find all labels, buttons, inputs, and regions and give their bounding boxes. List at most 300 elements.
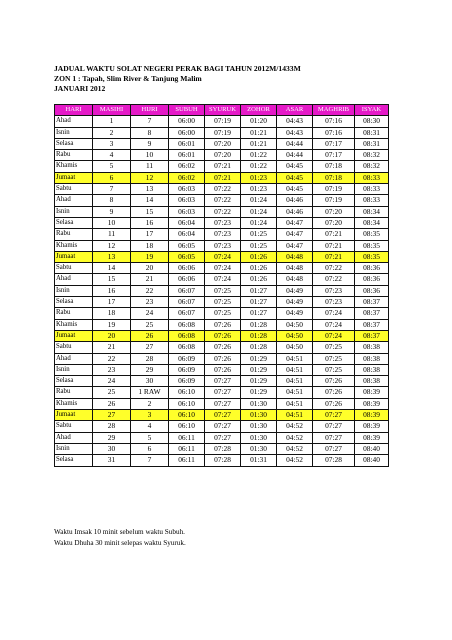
cell-syuruk: 07:23 (205, 217, 241, 228)
cell-isyak: 08:40 (355, 443, 389, 454)
cell-hijri: 7 (131, 116, 169, 127)
cell-maghrib: 07:20 (313, 217, 355, 228)
cell-asar: 04:52 (277, 455, 313, 466)
cell-zohor: 01:28 (241, 342, 277, 353)
table-row (55, 398, 389, 409)
cell-subuh: 06:10 (169, 387, 205, 398)
cell-hari: Isnin (55, 285, 93, 296)
cell-syuruk: 07:26 (205, 330, 241, 341)
cell-isyak: 08:38 (355, 353, 389, 364)
cell-masihi: 11 (93, 229, 131, 240)
table-row (55, 195, 389, 206)
cell-hijri: 29 (131, 364, 169, 375)
cell-hijri: 12 (131, 172, 169, 183)
cell-asar: 04:49 (277, 308, 313, 319)
cell-subuh: 06:06 (169, 263, 205, 274)
cell-isyak: 08:31 (355, 138, 389, 149)
cell-hijri: 25 (131, 319, 169, 330)
cell-isyak: 08:32 (355, 161, 389, 172)
cell-subuh: 06:08 (169, 319, 205, 330)
cell-hari: Jumaat (55, 410, 93, 421)
cell-hijri: 14 (131, 195, 169, 206)
cell-isyak: 08:33 (355, 184, 389, 195)
cell-zohor: 01:30 (241, 398, 277, 409)
cell-zohor: 01:31 (241, 455, 277, 466)
cell-isyak: 08:40 (355, 455, 389, 466)
cell-hijri: 17 (131, 229, 169, 240)
cell-hari: Sabtu (55, 263, 93, 274)
table-body (55, 116, 389, 466)
cell-hari: Isnin (55, 443, 93, 454)
cell-masihi: 22 (93, 353, 131, 364)
cell-syuruk: 07:22 (205, 195, 241, 206)
column-header-masihi: MASIHI (93, 105, 131, 116)
table-row (55, 297, 389, 308)
cell-masihi: 7 (93, 184, 131, 195)
cell-syuruk: 07:23 (205, 240, 241, 251)
cell-asar: 04:51 (277, 353, 313, 364)
cell-maghrib: 07:25 (313, 364, 355, 375)
imsak-note: Waktu Imsak 10 minit sebelum waktu Subuh. (54, 528, 185, 536)
cell-maghrib: 07:24 (313, 308, 355, 319)
cell-hari: Rabu (55, 387, 93, 398)
cell-subuh: 06:10 (169, 421, 205, 432)
cell-subuh: 06:08 (169, 330, 205, 341)
cell-isyak: 08:30 (355, 116, 389, 127)
cell-subuh: 06:11 (169, 455, 205, 466)
table-row (55, 432, 389, 443)
cell-hari: Selasa (55, 297, 93, 308)
cell-zohor: 01:25 (241, 240, 277, 251)
cell-maghrib: 07:23 (313, 285, 355, 296)
cell-syuruk: 07:27 (205, 376, 241, 387)
cell-asar: 04:43 (277, 127, 313, 138)
table-row (55, 229, 389, 240)
cell-zohor: 01:23 (241, 184, 277, 195)
cell-masihi: 6 (93, 172, 131, 183)
cell-subuh: 06:03 (169, 184, 205, 195)
cell-hijri: 19 (131, 251, 169, 262)
cell-asar: 04:50 (277, 330, 313, 341)
table-row (55, 330, 389, 341)
table-row (55, 251, 389, 262)
cell-asar: 04:50 (277, 342, 313, 353)
cell-hari: Khamis (55, 240, 93, 251)
cell-maghrib: 07:22 (313, 274, 355, 285)
cell-zohor: 01:25 (241, 229, 277, 240)
cell-zohor: 01:29 (241, 364, 277, 375)
cell-subuh: 06:10 (169, 410, 205, 421)
cell-asar: 04:48 (277, 274, 313, 285)
cell-zohor: 01:29 (241, 353, 277, 364)
cell-hari: Ahad (55, 195, 93, 206)
cell-isyak: 08:39 (355, 387, 389, 398)
cell-asar: 04:49 (277, 297, 313, 308)
cell-maghrib: 07:19 (313, 195, 355, 206)
cell-maghrib: 07:18 (313, 161, 355, 172)
cell-asar: 04:48 (277, 251, 313, 262)
document-header (54, 64, 301, 94)
cell-subuh: 06:06 (169, 274, 205, 285)
cell-syuruk: 07:21 (205, 161, 241, 172)
cell-isyak: 08:39 (355, 432, 389, 443)
cell-maghrib: 07:18 (313, 172, 355, 183)
cell-isyak: 08:36 (355, 274, 389, 285)
cell-hari: Khamis (55, 319, 93, 330)
cell-zohor: 01:29 (241, 376, 277, 387)
cell-masihi: 28 (93, 421, 131, 432)
cell-masihi: 25 (93, 387, 131, 398)
cell-zohor: 01:30 (241, 432, 277, 443)
column-header-syuruk: SYURUK (205, 105, 241, 116)
cell-zohor: 01:27 (241, 297, 277, 308)
cell-zohor: 01:23 (241, 172, 277, 183)
cell-syuruk: 07:27 (205, 421, 241, 432)
cell-zohor: 01:28 (241, 330, 277, 341)
cell-masihi: 13 (93, 251, 131, 262)
cell-isyak: 08:37 (355, 319, 389, 330)
cell-hijri: 8 (131, 127, 169, 138)
column-header-zohor: ZOHOR (241, 105, 277, 116)
cell-subuh: 06:02 (169, 172, 205, 183)
cell-hari: Selasa (55, 455, 93, 466)
cell-zohor: 01:26 (241, 274, 277, 285)
cell-syuruk: 07:26 (205, 342, 241, 353)
cell-zohor: 01:27 (241, 308, 277, 319)
table-row (55, 161, 389, 172)
month-label: JANUARI 2012 (54, 84, 106, 93)
cell-masihi: 20 (93, 330, 131, 341)
table-row (55, 240, 389, 251)
cell-zohor: 01:30 (241, 443, 277, 454)
table-row (55, 274, 389, 285)
cell-isyak: 08:39 (355, 410, 389, 421)
cell-masihi: 14 (93, 263, 131, 274)
cell-syuruk: 07:24 (205, 251, 241, 262)
cell-hari: Ahad (55, 432, 93, 443)
table-row (55, 455, 389, 466)
cell-subuh: 06:01 (169, 150, 205, 161)
cell-syuruk: 07:27 (205, 432, 241, 443)
cell-masihi: 19 (93, 319, 131, 330)
cell-hari: Isnin (55, 127, 93, 138)
cell-maghrib: 07:23 (313, 297, 355, 308)
cell-masihi: 1 (93, 116, 131, 127)
cell-masihi: 29 (93, 432, 131, 443)
cell-subuh: 06:09 (169, 376, 205, 387)
cell-subuh: 06:02 (169, 161, 205, 172)
cell-subuh: 06:10 (169, 398, 205, 409)
table-row (55, 410, 389, 421)
cell-syuruk: 07:27 (205, 410, 241, 421)
cell-hijri: 15 (131, 206, 169, 217)
cell-zohor: 01:22 (241, 161, 277, 172)
cell-subuh: 06:11 (169, 432, 205, 443)
cell-maghrib: 07:16 (313, 127, 355, 138)
table-row (55, 376, 389, 387)
table-row (55, 263, 389, 274)
cell-subuh: 06:09 (169, 364, 205, 375)
cell-isyak: 08:39 (355, 398, 389, 409)
cell-syuruk: 07:20 (205, 138, 241, 149)
cell-hijri: 30 (131, 376, 169, 387)
cell-isyak: 08:36 (355, 285, 389, 296)
cell-hijri: 3 (131, 410, 169, 421)
cell-zohor: 01:21 (241, 127, 277, 138)
cell-masihi: 27 (93, 410, 131, 421)
cell-hijri: 18 (131, 240, 169, 251)
cell-zohor: 01:24 (241, 195, 277, 206)
table-row (55, 138, 389, 149)
cell-hari: Ahad (55, 116, 93, 127)
cell-asar: 04:51 (277, 364, 313, 375)
table-row (55, 217, 389, 228)
cell-hijri: 13 (131, 184, 169, 195)
cell-masihi: 18 (93, 308, 131, 319)
cell-subuh: 06:08 (169, 342, 205, 353)
cell-zohor: 01:29 (241, 387, 277, 398)
zone-label: ZON 1 : Tapah, Slim River & Tanjung Malim (54, 74, 202, 83)
cell-asar: 04:51 (277, 387, 313, 398)
cell-asar: 04:44 (277, 150, 313, 161)
cell-syuruk: 07:28 (205, 455, 241, 466)
table-row (55, 319, 389, 330)
cell-syuruk: 07:19 (205, 116, 241, 127)
table-row (55, 184, 389, 195)
cell-zohor: 01:26 (241, 263, 277, 274)
cell-isyak: 08:38 (355, 342, 389, 353)
cell-hari: Isnin (55, 364, 93, 375)
cell-hari: Selasa (55, 217, 93, 228)
cell-syuruk: 07:25 (205, 285, 241, 296)
cell-hari: Sabtu (55, 421, 93, 432)
column-header-subuh: SUBUH (169, 105, 205, 116)
cell-zohor: 01:24 (241, 206, 277, 217)
cell-hari: Ahad (55, 274, 93, 285)
cell-isyak: 08:37 (355, 308, 389, 319)
cell-hijri: 10 (131, 150, 169, 161)
cell-syuruk: 07:20 (205, 150, 241, 161)
cell-masihi: 16 (93, 285, 131, 296)
cell-asar: 04:48 (277, 263, 313, 274)
cell-hijri: 5 (131, 432, 169, 443)
cell-asar: 04:45 (277, 184, 313, 195)
cell-hijri: 4 (131, 421, 169, 432)
cell-hari: Jumaat (55, 251, 93, 262)
cell-syuruk: 07:25 (205, 297, 241, 308)
cell-subuh: 06:11 (169, 443, 205, 454)
cell-maghrib: 07:28 (313, 455, 355, 466)
cell-syuruk: 07:23 (205, 229, 241, 240)
cell-isyak: 08:31 (355, 127, 389, 138)
cell-maghrib: 07:27 (313, 432, 355, 443)
cell-masihi: 9 (93, 206, 131, 217)
cell-isyak: 08:36 (355, 263, 389, 274)
table-row (55, 308, 389, 319)
cell-subuh: 06:07 (169, 297, 205, 308)
cell-syuruk: 07:27 (205, 398, 241, 409)
cell-masihi: 21 (93, 342, 131, 353)
cell-hijri: 11 (131, 161, 169, 172)
column-header-hari: HARI (55, 105, 93, 116)
document-title: JADUAL WAKTU SOLAT NEGERI PERAK BAGI TAHUN 2012M/1433M (54, 64, 301, 73)
cell-hari: Ahad (55, 353, 93, 364)
cell-hari: Selasa (55, 376, 93, 387)
cell-masihi: 4 (93, 150, 131, 161)
cell-masihi: 2 (93, 127, 131, 138)
cell-hijri: 24 (131, 308, 169, 319)
cell-asar: 04:45 (277, 161, 313, 172)
table-row (55, 353, 389, 364)
cell-masihi: 31 (93, 455, 131, 466)
table-header-row (55, 105, 389, 116)
column-header-hijri: HIJRI (131, 105, 169, 116)
table-row (55, 116, 389, 127)
cell-asar: 04:50 (277, 319, 313, 330)
cell-hari: Khamis (55, 398, 93, 409)
cell-hijri: 7 (131, 455, 169, 466)
cell-hijri: 1 RAW (131, 387, 169, 398)
cell-syuruk: 07:28 (205, 443, 241, 454)
cell-asar: 04:43 (277, 116, 313, 127)
cell-isyak: 08:35 (355, 240, 389, 251)
cell-syuruk: 07:27 (205, 387, 241, 398)
cell-maghrib: 07:26 (313, 376, 355, 387)
cell-hijri: 26 (131, 330, 169, 341)
cell-subuh: 06:07 (169, 308, 205, 319)
cell-hari: Isnin (55, 206, 93, 217)
cell-asar: 04:51 (277, 398, 313, 409)
cell-subuh: 06:07 (169, 285, 205, 296)
cell-masihi: 12 (93, 240, 131, 251)
cell-zohor: 01:21 (241, 138, 277, 149)
cell-asar: 04:47 (277, 240, 313, 251)
cell-maghrib: 07:26 (313, 398, 355, 409)
cell-isyak: 08:34 (355, 206, 389, 217)
cell-masihi: 24 (93, 376, 131, 387)
cell-isyak: 08:37 (355, 330, 389, 341)
cell-hari: Sabtu (55, 184, 93, 195)
table-row (55, 421, 389, 432)
cell-asar: 04:44 (277, 138, 313, 149)
cell-zohor: 01:20 (241, 116, 277, 127)
cell-masihi: 5 (93, 161, 131, 172)
cell-subuh: 06:03 (169, 195, 205, 206)
cell-masihi: 17 (93, 297, 131, 308)
cell-masihi: 26 (93, 398, 131, 409)
table-row (55, 443, 389, 454)
cell-asar: 04:51 (277, 376, 313, 387)
cell-asar: 04:49 (277, 285, 313, 296)
cell-maghrib: 07:27 (313, 410, 355, 421)
table-row (55, 172, 389, 183)
cell-asar: 04:46 (277, 195, 313, 206)
cell-maghrib: 07:19 (313, 184, 355, 195)
cell-masihi: 10 (93, 217, 131, 228)
cell-isyak: 08:34 (355, 217, 389, 228)
table-row (55, 206, 389, 217)
cell-masihi: 23 (93, 364, 131, 375)
cell-hijri: 16 (131, 217, 169, 228)
cell-subuh: 06:00 (169, 127, 205, 138)
notes (54, 527, 186, 549)
cell-subuh: 06:09 (169, 353, 205, 364)
cell-hari: Selasa (55, 138, 93, 149)
cell-asar: 04:45 (277, 172, 313, 183)
cell-subuh: 06:01 (169, 138, 205, 149)
cell-maghrib: 07:25 (313, 342, 355, 353)
cell-isyak: 08:35 (355, 251, 389, 262)
cell-zohor: 01:26 (241, 251, 277, 262)
cell-subuh: 06:04 (169, 229, 205, 240)
column-header-isyak: ISYAK (355, 105, 389, 116)
cell-zohor: 01:30 (241, 421, 277, 432)
cell-masihi: 15 (93, 274, 131, 285)
cell-asar: 04:51 (277, 410, 313, 421)
cell-zohor: 01:27 (241, 285, 277, 296)
cell-asar: 04:52 (277, 432, 313, 443)
cell-maghrib: 07:21 (313, 229, 355, 240)
cell-hari: Sabtu (55, 342, 93, 353)
cell-hari: Jumaat (55, 172, 93, 183)
cell-zohor: 01:24 (241, 217, 277, 228)
cell-subuh: 06:05 (169, 251, 205, 262)
cell-syuruk: 07:26 (205, 319, 241, 330)
cell-subuh: 06:05 (169, 240, 205, 251)
cell-hijri: 9 (131, 138, 169, 149)
cell-maghrib: 07:27 (313, 421, 355, 432)
cell-asar: 04:47 (277, 217, 313, 228)
cell-hijri: 20 (131, 263, 169, 274)
cell-maghrib: 07:27 (313, 443, 355, 454)
cell-isyak: 08:37 (355, 297, 389, 308)
dhuha-note: Waktu Dhuha 30 minit selepas waktu Syuruk. (54, 539, 186, 547)
cell-hijri: 6 (131, 443, 169, 454)
table-row (55, 127, 389, 138)
cell-subuh: 06:04 (169, 217, 205, 228)
cell-asar: 04:47 (277, 229, 313, 240)
cell-maghrib: 07:24 (313, 330, 355, 341)
cell-syuruk: 07:26 (205, 364, 241, 375)
cell-asar: 04:52 (277, 443, 313, 454)
cell-masihi: 3 (93, 138, 131, 149)
cell-maghrib: 07:25 (313, 353, 355, 364)
cell-hari: Jumaat (55, 330, 93, 341)
cell-hijri: 28 (131, 353, 169, 364)
cell-isyak: 08:38 (355, 364, 389, 375)
cell-hijri: 22 (131, 285, 169, 296)
cell-isyak: 08:33 (355, 195, 389, 206)
cell-hari: Rabu (55, 308, 93, 319)
column-header-maghrib: MAGHRIB (313, 105, 355, 116)
cell-maghrib: 07:20 (313, 206, 355, 217)
table-row (55, 364, 389, 375)
cell-zohor: 01:22 (241, 150, 277, 161)
cell-maghrib: 07:17 (313, 138, 355, 149)
cell-subuh: 06:03 (169, 206, 205, 217)
prayer-timetable (54, 104, 389, 467)
cell-syuruk: 07:24 (205, 263, 241, 274)
cell-isyak: 08:32 (355, 150, 389, 161)
cell-isyak: 08:35 (355, 229, 389, 240)
table-row (55, 150, 389, 161)
cell-masihi: 8 (93, 195, 131, 206)
cell-syuruk: 07:22 (205, 184, 241, 195)
cell-hari: Khamis (55, 161, 93, 172)
cell-asar: 04:52 (277, 421, 313, 432)
cell-syuruk: 07:22 (205, 206, 241, 217)
cell-hari: Rabu (55, 229, 93, 240)
